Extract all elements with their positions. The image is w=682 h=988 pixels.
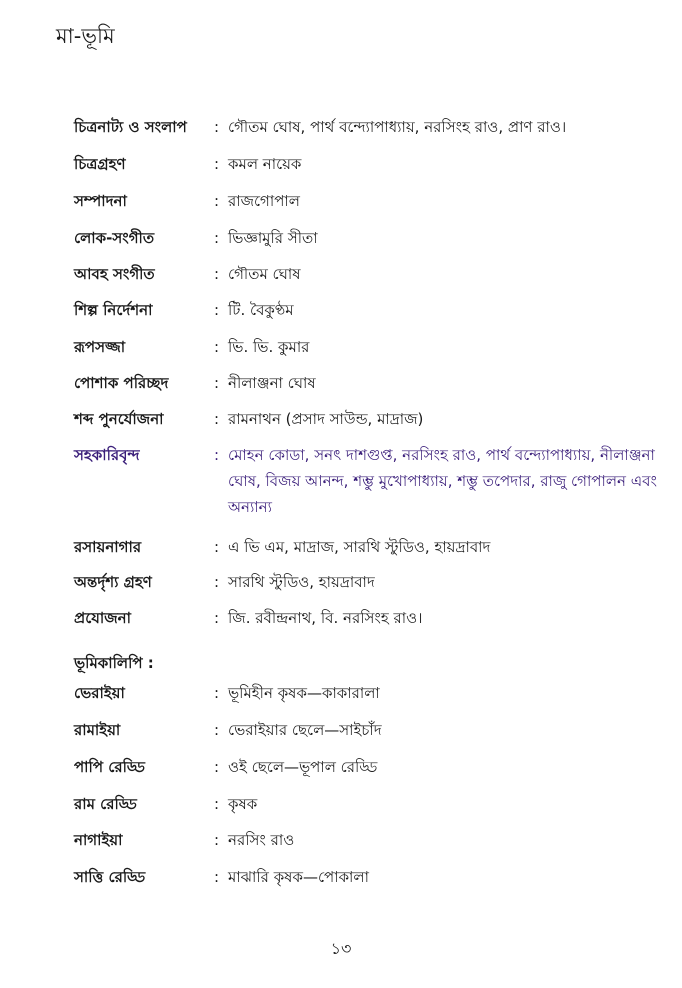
cast-actor: ওই ছেলে—ভূপাল রেড্ডি: [228, 758, 378, 776]
credit-value: গৌতম ঘোষ, পার্থ বন্দ্যোপাধ্যায়, নরসিংহ রাও, প্রাণ রাও।: [228, 118, 567, 136]
colon: :: [214, 338, 220, 356]
page-number: ১৩: [330, 939, 352, 958]
colon: :: [214, 192, 220, 210]
credit-label: রসায়নাগার: [74, 538, 142, 556]
cast-actor: নরসিং রাও: [228, 831, 295, 849]
cast-role: রামাইয়া: [74, 721, 121, 739]
colon: :: [214, 573, 220, 591]
colon: :: [214, 229, 220, 247]
credit-label: আবহ সংগীত: [74, 265, 155, 283]
colon: :: [214, 868, 220, 886]
credit-label: শিল্প নির্দেশনা: [74, 301, 153, 319]
colon: :: [214, 609, 220, 627]
colon: :: [214, 758, 220, 776]
credit-value: গৌতম ঘোষ: [228, 265, 301, 283]
credit-value: রামনাথন (প্রসাদ সাউন্ড, মাদ্রাজ): [228, 410, 424, 428]
colon: :: [214, 795, 220, 813]
credit-value: রাজগোপাল: [228, 192, 300, 210]
cast-role: রাম রেড্ডি: [74, 795, 137, 813]
credit-value: সারথি স্টুডিও, হায়দ্রাবাদ: [228, 573, 375, 591]
credit-value: মোহন কোডা, সনৎ দাশগুপ্ত, নরসিংহ রাও, পার্থ বন্দ্যোপাধ্যায়, নীলাঞ্জনা ঘোষ, বিজয় আনন্দ, শম্ভু মুখোপাধ্যায়, শম্ভু তপেদার, রাজু গোপালন এবং অন্যান্য: [228, 446, 657, 516]
colon: :: [214, 831, 220, 849]
credit-label: সহকারিবৃন্দ: [74, 446, 140, 464]
credit-value: এ ভি এম, মাদ্রাজ, সারথি স্টুডিও, হায়দ্রাবাদ: [228, 538, 491, 556]
cast-role: পাপি রেড্ডি: [74, 758, 145, 776]
cast-heading: ভূমিকালিপি :: [74, 654, 154, 672]
credit-value: ভি. ভি. কুমার: [228, 338, 310, 356]
credit-value: জি. রবীন্দ্রনাথ, বি. নরসিংহ রাও।: [228, 609, 423, 627]
colon: :: [214, 374, 220, 392]
page-header-title: মা-ভূমি: [56, 24, 115, 48]
credit-value: ভিজ্ঞামুরি সীতা: [228, 229, 318, 247]
colon: :: [214, 118, 220, 136]
credit-label: পোশাক পরিচ্ছদ: [74, 374, 169, 392]
colon: :: [214, 446, 220, 464]
colon: :: [214, 265, 220, 283]
colon: :: [214, 684, 220, 702]
cast-role: সাত্তি রেড্ডি: [74, 868, 146, 886]
cast-role: নাগাইয়া: [74, 831, 123, 849]
credit-label: প্রযোজনা: [74, 609, 131, 627]
colon: :: [214, 410, 220, 428]
credit-label: অন্তর্দৃশ্য গ্রহণ: [74, 573, 152, 591]
cast-actor: ভূমিহীন কৃষক—কাকারালা: [228, 684, 380, 702]
cast-role: ভেরাইয়া: [74, 684, 125, 702]
credit-label: চিত্রনাট্য ও সংলাপ: [74, 118, 187, 136]
credit-label: লোক-সংগীত: [74, 229, 155, 247]
credit-label: সম্পাদনা: [74, 192, 127, 210]
credit-label: রূপসজ্জা: [74, 338, 126, 356]
cast-actor: ভেরাইয়ার ছেলে—সাইচাঁদ: [228, 721, 382, 739]
credit-label: চিত্রগ্রহণ: [74, 155, 126, 173]
credit-label: শব্দ পুনর্যোজনা: [74, 410, 164, 428]
cast-actor: মাঝারি কৃষক—পোকালা: [228, 868, 369, 886]
colon: :: [214, 301, 220, 319]
credit-value: কমল নায়েক: [228, 155, 302, 173]
colon: :: [214, 155, 220, 173]
cast-actor: কৃষক: [228, 795, 258, 813]
credit-value: টি. বৈকুণ্ঠম: [228, 301, 294, 319]
colon: :: [214, 721, 220, 739]
colon: :: [214, 538, 220, 556]
credit-value: নীলাঞ্জনা ঘোষ: [228, 374, 316, 392]
